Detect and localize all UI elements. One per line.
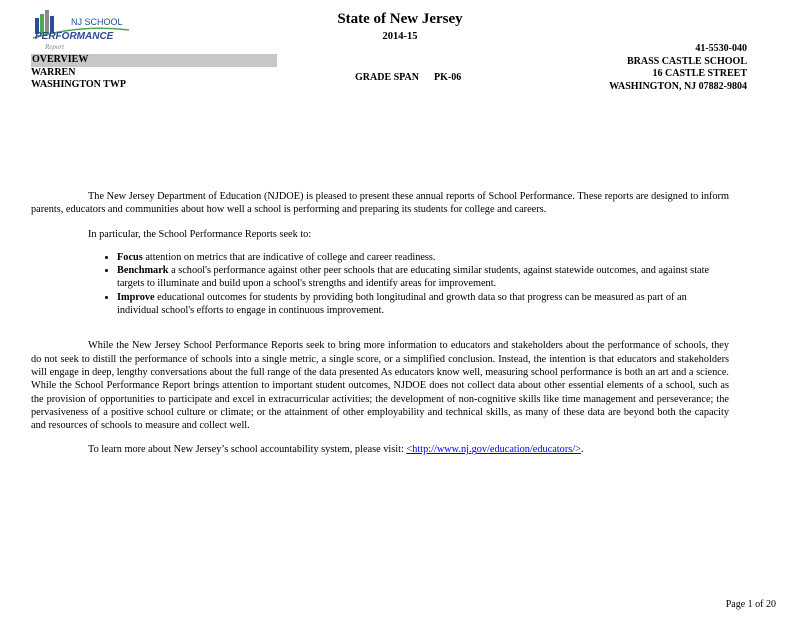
goals-list	[31, 251, 729, 317]
school-address-block	[609, 43, 747, 93]
school-location-block	[31, 54, 277, 92]
performance-paragraph: While the New Jersey School Performance Reports seek to bring more information to educators and stakeholders about the performance of schools, they do not seek to distill the performance of schools into a single metric, a single score, or a simplified conclusion. Instead, the intention is that educators and stakeholders will engage in deep, lengthy conversations about the full range of the data presented As educators know well, measuring school performance is both an art and a science. While the School Performance Report brings attention to important student outcomes, NJDOE does not collect data about other essential elements of a school, such as the provision of opportunities to participate and excel in extracurricular activities; the development of non-cognitive skills like time management and perseverance; the pervasiveness of a positive school culture or climate; or the attainment of other employability and technical skills, as many of these data are beyond both the capacity and resources of schools to measure and collect well.	[31, 340, 729, 432]
school-name: BRASS CASTLE SCHOOL	[626, 55, 747, 67]
school-code: 41-5530-040	[695, 43, 747, 54]
page-number: Page 1 of 20	[725, 599, 776, 610]
learn-more-paragraph: To learn more about New Jersey’s school accountability system, please visit: <http://www.nj.gov/education/educators/>.	[88, 444, 584, 456]
county-name: WARREN	[31, 66, 76, 78]
intro-paragraph: The New Jersey Department of Education (NJDOE) is pleased to present these annual reports of School Performance. These reports are designed to inform parents, educators and communities about how well a school is performing and preparing its students for college and careers.	[31, 191, 729, 216]
svg-text:Report: Report	[45, 43, 65, 51]
grade-span-label: GRADE SPAN	[355, 72, 419, 83]
district-name: WASHINGTON TWP	[31, 79, 126, 90]
list-item: • Improve educational outcomes for students by providing both longitudinal and growth data so that progress can be measured as part of an individual school's efforts to engage in continuous improvement.	[117, 291, 729, 318]
educators-link[interactable]: <http://www.nj.gov/education/educators/>	[406, 444, 581, 456]
svg-text:NJ SCHOOL: NJ SCHOOL	[71, 17, 123, 27]
school-city: WASHINGTON, NJ 07882-9804	[609, 80, 747, 92]
overview-heading: OVERVIEW	[31, 54, 277, 67]
grade-span-value: PK-06	[433, 72, 462, 83]
svg-text:PERFORMANCE: PERFORMANCE	[35, 31, 114, 42]
list-item: • Benchmark a school's performance against other peer schools that are educating similar students, against statewide outcomes, and against state targets to illuminate and build upon a school's strengths and identify areas for improvement.	[117, 264, 729, 291]
lead-paragraph: In particular, the School Performance Reports seek to:	[88, 228, 312, 240]
report-year: 2014-15	[382, 31, 418, 42]
document-title: State of New Jersey	[337, 11, 463, 27]
school-street: 16 CASTLE STREET	[652, 68, 747, 79]
report-body	[31, 190, 729, 457]
grade-span	[355, 72, 461, 83]
list-item: • Focus attention on metrics that are indicative of college and career readiness.	[117, 251, 729, 264]
